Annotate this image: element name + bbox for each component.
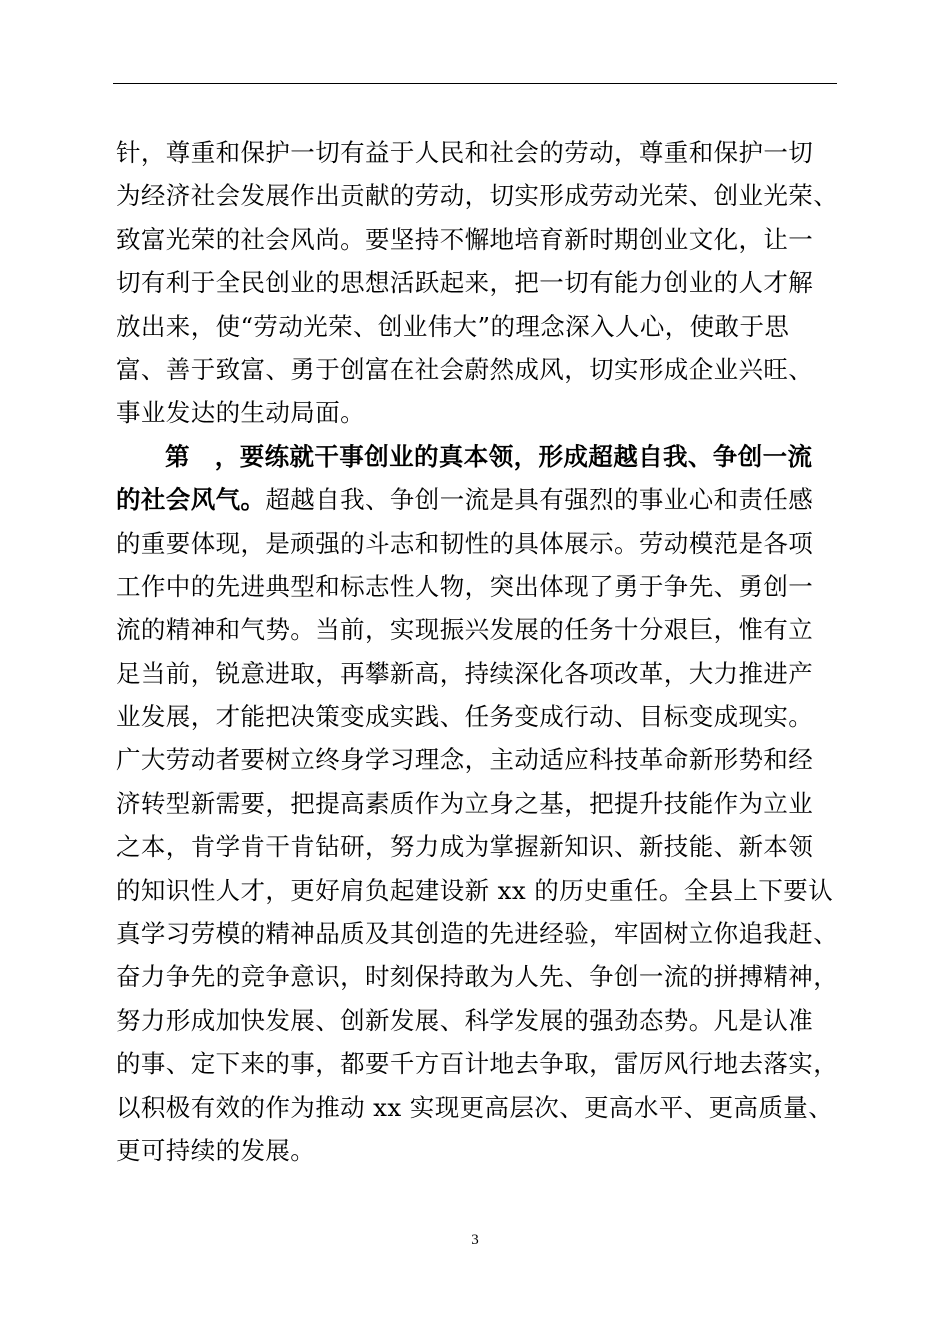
- paragraph-line: 业发展，才能把决策变成实践、任务变成行动、目标变成现实。: [116, 702, 814, 732]
- paragraph-line: 的重要体现，是顽强的斗志和韧性的具体展示。劳动模范是各项: [116, 528, 814, 558]
- paragraph-line: 事业发达的生动局面。: [116, 398, 365, 428]
- paragraph-line: 放出来，使“劳动光荣、创业伟大”的理念深入人心，使敢于思: [116, 311, 790, 341]
- section-heading: 第 ，要练就干事创业的真本领，形成超越自我、争创一流: [165, 441, 813, 471]
- paragraph-line: 流的精神和气势。当前，实现振兴发展的任务十分艰巨，惟有立: [116, 615, 814, 645]
- paragraph-line: 针，尊重和保护一切有益于人民和社会的劳动，尊重和保护一切: [116, 138, 814, 167]
- paragraph-line: 之本，肯学肯干肯钻研，努力成为掌握新知识、新技能、新本领: [116, 832, 814, 862]
- paragraph-line: 工作中的先进典型和标志性人物，突出体现了勇于争先、勇创一: [116, 571, 814, 601]
- paragraph-line: 富、善于致富、勇于创富在社会蔚然成风，切实形成企业兴旺、: [116, 354, 814, 384]
- paragraph-line: 为经济社会发展作出贡献的劳动，切实形成劳动光荣、创业光荣、: [116, 181, 839, 211]
- paragraph-line: 奋力争先的竞争意识，时刻保持敢为人先、争创一流的拼搏精神，: [116, 962, 839, 992]
- paragraph-line: 致富光荣的社会风尚。要坚持不懈地培育新时期创业文化，让一: [116, 224, 814, 254]
- paragraph-text: 超越自我、争创一流是具有强烈的事业心和责任感: [265, 485, 814, 515]
- header-rule: [113, 83, 837, 84]
- body-text: [116, 131, 838, 1172]
- paragraph-line: 努力形成加快发展、创新发展、科学发展的强劲态势。凡是认准: [116, 1005, 814, 1035]
- paragraph-line: 济转型新需要，把提高素质作为立身之基，把提升技能作为立业: [116, 788, 814, 818]
- paragraph-line: 的事、定下来的事，都要千方百计地去争取，雷厉风行地去落实，: [116, 1049, 839, 1079]
- paragraph-line: [116, 478, 838, 521]
- paragraph-line: 的知识性人才，更好肩负起建设新 xx 的历史重任。全县上下要认: [116, 875, 834, 905]
- paragraph-line: 足当前，锐意进取，再攀新高，持续深化各项改革，大力推进产: [116, 658, 814, 688]
- paragraph-line: 更可持续的发展。: [116, 1135, 316, 1165]
- paragraph-line: 以积极有效的作为推动 xx 实现更高层次、更高水平、更高质量、: [116, 1092, 834, 1122]
- section-heading-end: 的社会风气。: [116, 485, 266, 515]
- paragraph-line: 真学习劳模的精神品质及其创造的先进经验，牢固树立你追我赶、: [116, 919, 839, 949]
- paragraph-line: 切有利于全民创业的思想活跃起来，把一切有能力创业的人才解: [116, 268, 814, 298]
- page-number: 3: [471, 1232, 479, 1248]
- paragraph-line: 广大劳动者要树立终身学习理念，主动适应科技革命新形势和经: [116, 745, 814, 775]
